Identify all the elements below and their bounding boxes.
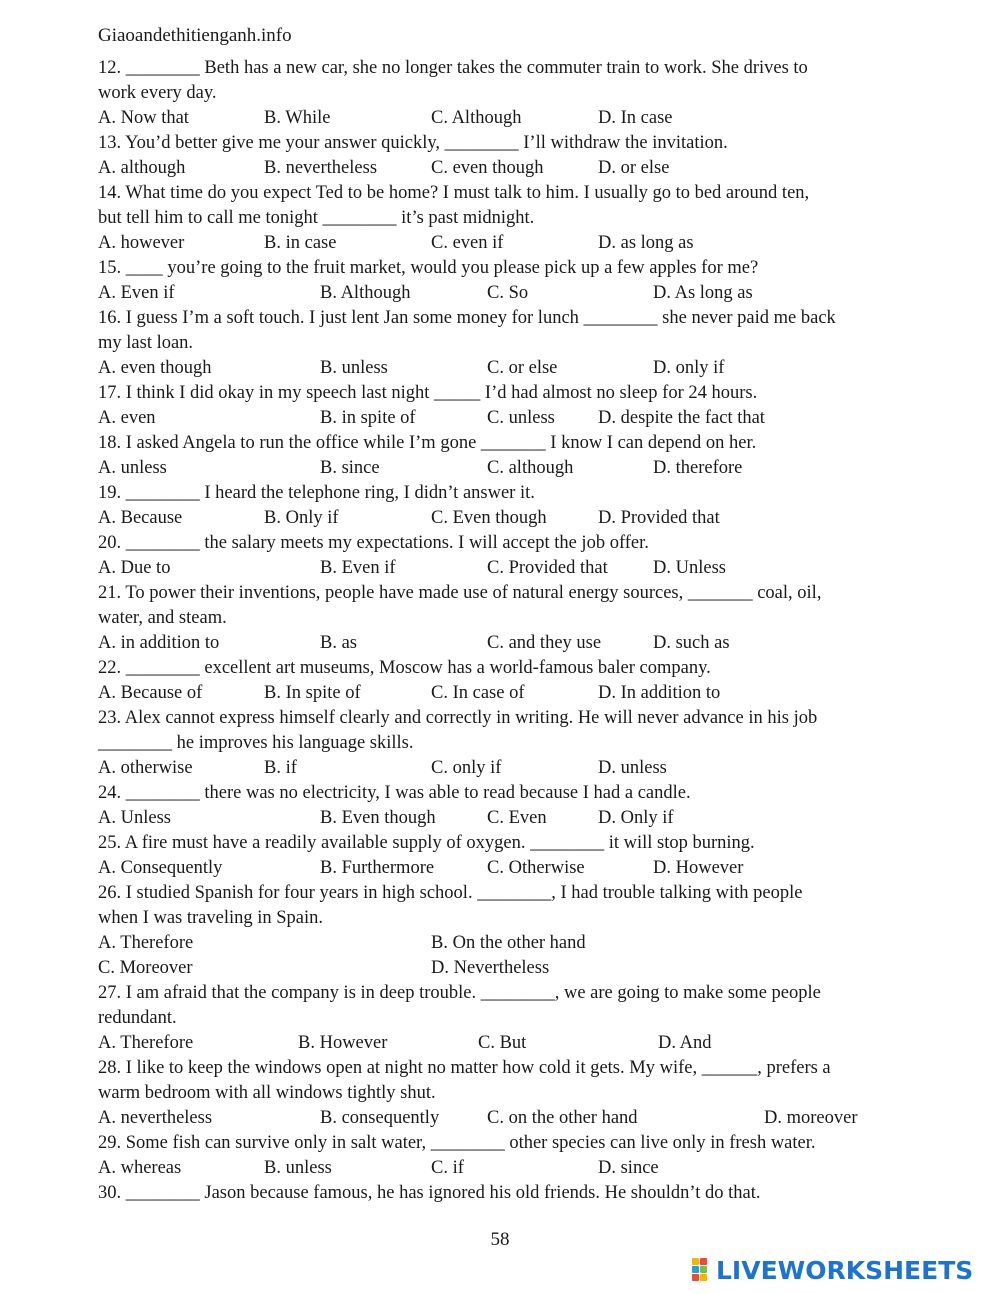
options-row <box>98 406 904 431</box>
answer-option[interactable]: B. Only if <box>264 508 339 528</box>
answer-option[interactable]: D. However <box>653 858 744 878</box>
answer-option[interactable]: D. And <box>658 1033 712 1053</box>
answer-option[interactable]: D. Nevertheless <box>431 958 550 978</box>
answer-option[interactable]: B. unless <box>264 1158 332 1178</box>
question-stem: 27. I am afraid that the company is in deep trouble. ________, we are going to make some people <box>98 983 821 1003</box>
question-stem: but tell him to call me tonight ________ it’s past midnight. <box>98 208 535 228</box>
answer-option[interactable]: D. moreover <box>764 1108 858 1128</box>
answer-option[interactable]: B. Although <box>320 283 411 303</box>
answer-option[interactable]: A. in addition to <box>98 633 220 653</box>
answer-option[interactable]: C. Even <box>487 808 547 828</box>
options-row <box>98 1031 904 1056</box>
answer-option[interactable]: D. Unless <box>653 558 726 578</box>
answer-option[interactable]: C. only if <box>431 758 502 778</box>
answer-option[interactable]: A. Because <box>98 508 183 528</box>
liveworksheets-icon <box>692 1258 712 1284</box>
question-stem: ________ he improves his language skills. <box>98 733 414 753</box>
question-stem: 28. I like to keep the windows open at night no matter how cold it gets. My wife, ______, prefers a <box>98 1058 831 1078</box>
options-row <box>98 806 904 831</box>
question-stem: 13. You’d better give me your answer quickly, ________ I’ll withdraw the invitation. <box>98 133 728 153</box>
answer-option[interactable]: A. Even if <box>98 283 175 303</box>
answer-option[interactable]: C. So <box>487 283 529 303</box>
question-stem: 17. I think I did okay in my speech last night _____ I’d had almost no sleep for 24 hours. <box>98 383 758 403</box>
options-row <box>98 856 904 881</box>
answer-option[interactable]: B. Even though <box>320 808 436 828</box>
answer-option[interactable]: D. as long as <box>598 233 694 253</box>
options-row <box>98 931 904 956</box>
question-stem: redundant. <box>98 1008 177 1028</box>
answer-option[interactable]: B. On the other hand <box>431 933 586 953</box>
answer-option[interactable]: C. even though <box>431 158 544 178</box>
answer-option[interactable]: A. unless <box>98 458 167 478</box>
answer-option[interactable]: C. Although <box>431 108 522 128</box>
options-row <box>98 506 904 531</box>
question-stem: 26. I studied Spanish for four years in high school. ________, I had trouble talking with people <box>98 883 803 903</box>
liveworksheets-brand: LIVEWORKSHEETS <box>716 1256 974 1285</box>
options-row <box>98 556 904 581</box>
answer-option[interactable]: B. Even if <box>320 558 396 578</box>
answer-option[interactable]: B. nevertheless <box>264 158 378 178</box>
options-row <box>98 281 904 306</box>
options-row <box>98 456 904 481</box>
answer-option[interactable]: A. although <box>98 158 186 178</box>
options-row <box>98 956 904 981</box>
answer-option[interactable]: B. if <box>264 758 297 778</box>
options-row <box>98 356 904 381</box>
answer-option[interactable]: C. on the other hand <box>487 1108 638 1128</box>
question-stem: 19. ________ I heard the telephone ring, I didn’t answer it. <box>98 483 535 503</box>
site-header: Giaoandethitienganh.info <box>98 25 292 46</box>
question-stem: 16. I guess I’m a soft touch. I just lent Jan some money for lunch ________ she never paid me back <box>98 308 836 328</box>
answer-option[interactable]: A. otherwise <box>98 758 193 778</box>
question-stem: 21. To power their inventions, people have made use of natural energy sources, _______ coal, oil, <box>98 583 822 603</box>
options-row <box>98 231 904 256</box>
question-stem: 30. ________ Jason because famous, he has ignored his old friends. He shouldn’t do that. <box>98 1183 761 1203</box>
answer-option[interactable]: D. In addition to <box>598 683 721 703</box>
question-stem: 15. ____ you’re going to the fruit market, would you please pick up a few apples for me? <box>98 258 759 278</box>
answer-option[interactable]: C. Otherwise <box>487 858 585 878</box>
answer-option[interactable]: C. Even though <box>431 508 547 528</box>
answer-option[interactable]: B. as <box>320 633 357 653</box>
answer-option[interactable]: A. Because of <box>98 683 203 703</box>
answer-option[interactable]: A. Therefore <box>98 1033 194 1053</box>
answer-option[interactable]: A. whereas <box>98 1158 182 1178</box>
question-stem: when I was traveling in Spain. <box>98 908 324 928</box>
answer-option[interactable]: A. even <box>98 408 156 428</box>
answer-option[interactable]: B. in case <box>264 233 337 253</box>
question-stem: warm bedroom with all windows tightly shut. <box>98 1083 436 1103</box>
answer-option[interactable]: C. Moreover <box>98 958 193 978</box>
answer-option[interactable]: B. In spite of <box>264 683 361 703</box>
answer-option[interactable]: A. Unless <box>98 808 171 828</box>
question-stem: work every day. <box>98 83 217 103</box>
answer-option[interactable]: A. even though <box>98 358 212 378</box>
question-stem: 12. ________ Beth has a new car, she no longer takes the commuter train to work. She drives to <box>98 58 808 78</box>
answer-option[interactable]: A. Now that <box>98 108 189 128</box>
answer-option[interactable]: D. since <box>598 1158 659 1178</box>
question-list <box>98 56 904 1206</box>
answer-option[interactable]: D. As long as <box>653 283 753 303</box>
question-stem: 29. Some fish can survive only in salt water, ________ other species can live only in fresh water. <box>98 1133 816 1153</box>
answer-option[interactable]: C. unless <box>487 408 555 428</box>
answer-option[interactable]: D. despite the fact that <box>598 408 765 428</box>
liveworksheets-logo[interactable] <box>692 1256 973 1286</box>
answer-option[interactable]: D. In case <box>598 108 673 128</box>
question-stem: 18. I asked Angela to run the office while I’m gone _______ I know I can depend on her. <box>98 433 757 453</box>
answer-option[interactable]: D. or else <box>598 158 670 178</box>
question-stem: 14. What time do you expect Ted to be home? I must talk to him. I usually go to bed around ten, <box>98 183 810 203</box>
options-row <box>98 106 904 131</box>
answer-option[interactable]: B. in spite of <box>320 408 416 428</box>
answer-option[interactable]: D. unless <box>598 758 667 778</box>
answer-option[interactable]: D. therefore <box>653 458 743 478</box>
answer-option[interactable]: B. Furthermore <box>320 858 435 878</box>
answer-option[interactable]: A. nevertheless <box>98 1108 213 1128</box>
answer-option[interactable]: B. consequently <box>320 1108 440 1128</box>
options-row <box>98 631 904 656</box>
question-stem: my last loan. <box>98 333 194 353</box>
options-row <box>98 1156 904 1181</box>
answer-option[interactable]: D. such as <box>653 633 730 653</box>
answer-option[interactable]: C. Provided that <box>487 558 608 578</box>
answer-option[interactable]: A. Therefore <box>98 933 194 953</box>
answer-option[interactable]: B. unless <box>320 358 388 378</box>
answer-option[interactable]: C. But <box>478 1033 527 1053</box>
question-stem: 23. Alex cannot express himself clearly and correctly in writing. He will never advance in his job <box>98 708 818 728</box>
options-row <box>98 156 904 181</box>
question-stem: 25. A fire must have a readily available supply of oxygen. ________ it will stop burning. <box>98 833 755 853</box>
answer-option[interactable]: A. Due to <box>98 558 171 578</box>
answer-option[interactable]: B. While <box>264 108 331 128</box>
question-stem: 20. ________ the salary meets my expectations. I will accept the job offer. <box>98 533 649 553</box>
answer-option[interactable]: D. Only if <box>598 808 674 828</box>
answer-option[interactable]: C. and they use <box>487 633 602 653</box>
answer-option[interactable]: B. since <box>320 458 380 478</box>
answer-option[interactable]: C. if <box>431 1158 464 1178</box>
options-row <box>98 681 904 706</box>
question-stem: 22. ________ excellent art museums, Moscow has a world-famous baler company. <box>98 658 711 678</box>
answer-option[interactable]: C. In case of <box>431 683 525 703</box>
answer-option[interactable]: C. or else <box>487 358 558 378</box>
answer-option[interactable]: D. only if <box>653 358 725 378</box>
options-row <box>98 756 904 781</box>
answer-option[interactable]: B. However <box>298 1033 388 1053</box>
answer-option[interactable]: A. however <box>98 233 185 253</box>
answer-option[interactable]: A. Consequently <box>98 858 223 878</box>
answer-option[interactable]: C. even if <box>431 233 504 253</box>
page-number: 58 <box>490 1229 510 1250</box>
options-row <box>98 1106 904 1131</box>
question-stem: 24. ________ there was no electricity, I was able to read because I had a candle. <box>98 783 691 803</box>
answer-option[interactable]: D. Provided that <box>598 508 720 528</box>
question-stem: water, and steam. <box>98 608 227 628</box>
answer-option[interactable]: C. although <box>487 458 574 478</box>
